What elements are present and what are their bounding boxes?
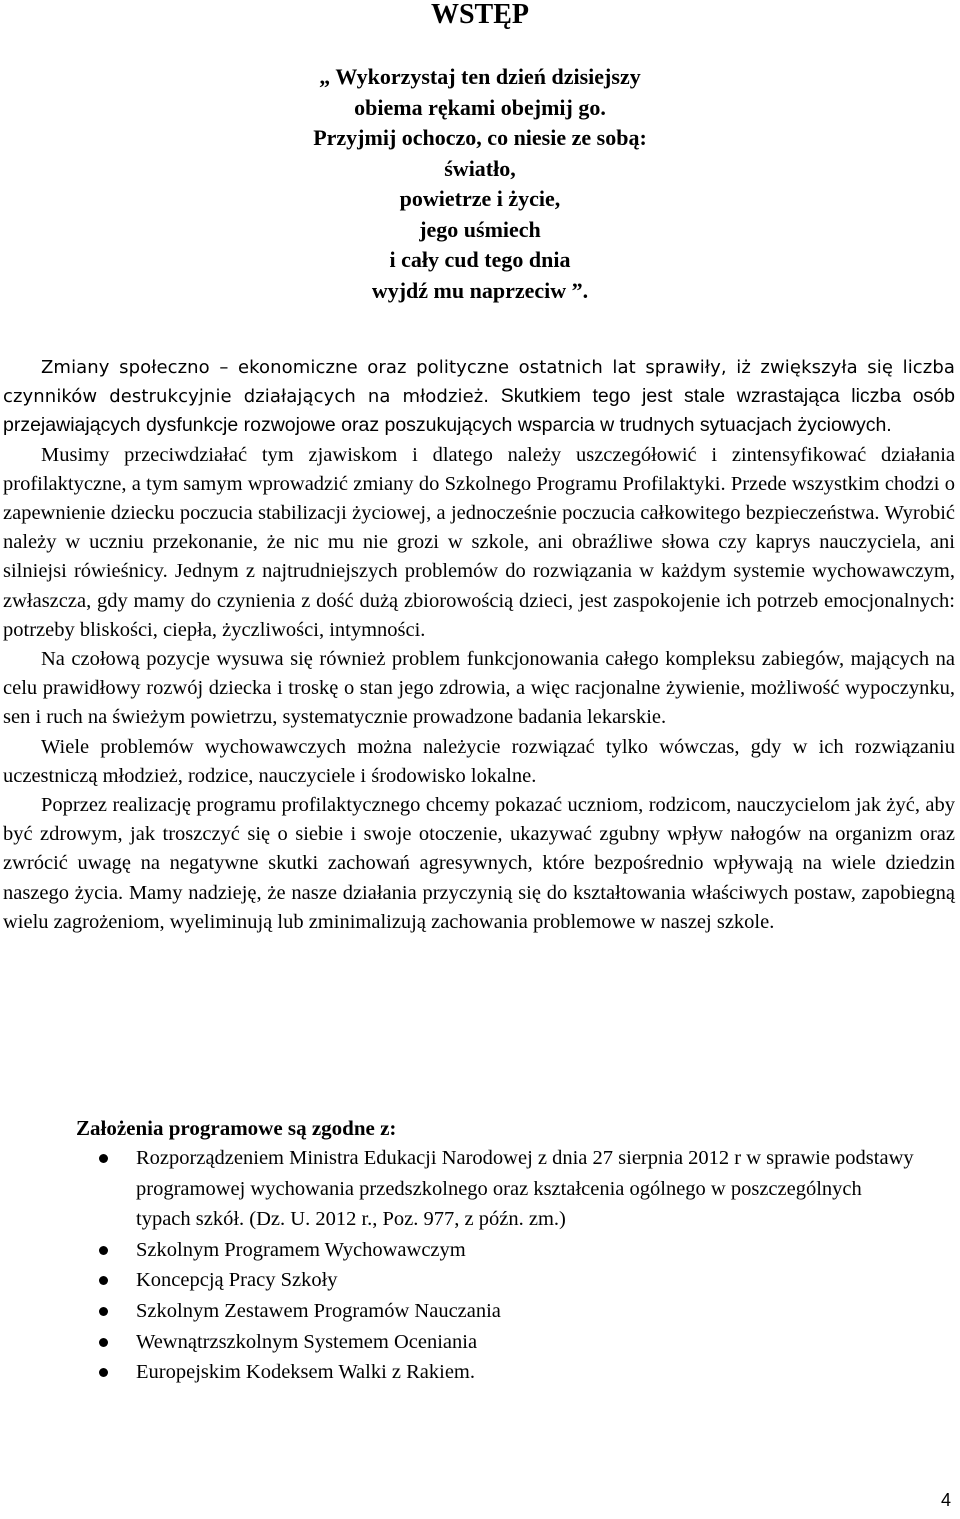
list-item <box>0 1357 916 1388</box>
poem-line: i cały cud tego dnia <box>389 247 571 272</box>
bullet-icon <box>99 1154 108 1163</box>
page-number: 4 <box>940 1490 951 1510</box>
introduction-body <box>3 353 955 937</box>
poem-line: jego uśmiech <box>419 216 541 242</box>
paragraph-program-goals: Poprzez realizację programu profilaktycznego chcemy pokazać uczniom, rodzicom, nauczycielom jak żyć, aby być zdrowym, jak troszczyć się o siebie i swoje otoczenie, ukazywać zgubny wpływ nałogów na organizm oraz zwrócić uwagę na negatywne skutki zachowań agresywnych, które bezpośrednio wpływają na wiele dziedzin naszego życia. Mamy nadzieję, że nasze działania przyczynią się do kształtowania właściwych postaw, zapobiegną wielu zagrożeniom, wyeliminują lub zminimalizują zachowania problemowe w naszej szkole. <box>3 794 955 933</box>
assumptions-heading: Założenia programowe są zgodne z: <box>76 1116 397 1140</box>
poem-line: powietrze i życie, <box>399 186 561 211</box>
poem-line: „ Wykorzystaj ten dzień dzisiejszy <box>319 64 641 89</box>
paragraph-prevention: Musimy przeciwdziałać tym zjawiskom i dlatego należy uszczegółowić i zintensyfikować działania profilaktyczne, a tym samym wprowadzić zmiany do Szkolnego Programu Profilaktyki. Przede wszystkim chodzi o zapewnienie dziecku poczucia stabilizacji życiowej, a jednocześnie poczucia całkowitego bezpieczeństwa. Wyrobić należy w uczniu przekonanie, że nic mu nie grozi w szkole, ani obraźliwe słowa czy kaprys nauczyciela, ani silniejsi rówieśnicy. Jednym z najtrudniejszych problemów do rozwiązania w każdym systemie wychowawczym, zwłaszcza, gdy mamy do czynienia z dość dużą zbiorowością dzieci, jest zaspokojenie ich potrzeb emocjonalnych: potrzeby bliskości, ciepła, życzliwości, intymności. <box>3 443 955 641</box>
bullet-icon <box>99 1338 108 1347</box>
list-item <box>0 1327 916 1358</box>
list-item-text: Szkolnym Programem Wychowawczym <box>136 1238 466 1261</box>
list-item-text: Szkolnym Zestawem Programów Nauczania <box>136 1299 501 1322</box>
paragraph-cooperation: Wiele problemów wychowawczych można należycie rozwiązać tylko wówczas, gdy w ich rozwiązaniu uczestniczą młodzież, rodzice, nauczyciele i środowisko lokalne. <box>3 735 955 787</box>
paragraph-text: Skutkiem tego jest stale wzrastająca liczba osób przejawiających dysfunkcje rozwojowe oraz poszukujących wsparcia w trudnych sytuacjach życiowych. <box>3 385 955 437</box>
poem-line: światło, <box>444 155 516 181</box>
paragraph-text: Zmiany społeczno – ekonomiczne oraz polityczne ostatnich lat sprawiły, iż zwiększyła się liczba czynników destrukcyjnie działających na młodzież. <box>3 357 955 408</box>
list-item <box>0 1296 916 1327</box>
poem-line: obiema rękami obejmij go. <box>354 94 606 120</box>
list-item-text: Wewnątrzszkolnym Systemem Oceniania <box>136 1330 478 1353</box>
bullet-icon <box>99 1307 108 1316</box>
poem-line: Przyjmij ochoczo, co niesie ze sobą: <box>313 125 647 150</box>
list-item-text: Koncepcją Pracy Szkoły <box>136 1269 338 1292</box>
list-item-text: Rozporządzeniem Ministra Edukacji Narodowej z dnia 27 sierpnia 2012 r w sprawie podstawy programowej wychowania przedszkolnego oraz kształcenia ogólnego w poszczególnych typach szkół. (Dz. U. 2012 r., Poz. 977, z późn. zm.) <box>136 1147 914 1231</box>
page-title: WSTĘP <box>430 0 530 30</box>
assumptions-list <box>0 1143 960 1388</box>
list-item <box>0 1143 916 1235</box>
epigraph-poem <box>0 62 960 306</box>
poem-line: wyjdź mu naprzeciw ”. <box>371 277 589 303</box>
bullet-icon <box>99 1368 108 1377</box>
paragraph-social-changes <box>3 353 955 441</box>
list-item-text: Europejskim Kodeksem Walki z Rakiem. <box>136 1361 476 1384</box>
bullet-icon <box>99 1246 108 1255</box>
bullet-icon <box>99 1276 108 1285</box>
paragraph-health: Na czołową pozycje wysuwa się również problem funkcjonowania całego kompleksu zabiegów, mających na celu prawidłowy rozwój dziecka i troskę o stan jego zdrowia, a więc racjonalne żywienie, możliwość wypoczynku, sen i ruch na świeżym powietrzu, systematycznie prowadzone badania lekarskie. <box>3 648 955 729</box>
list-item <box>0 1235 916 1266</box>
list-item <box>0 1265 916 1296</box>
